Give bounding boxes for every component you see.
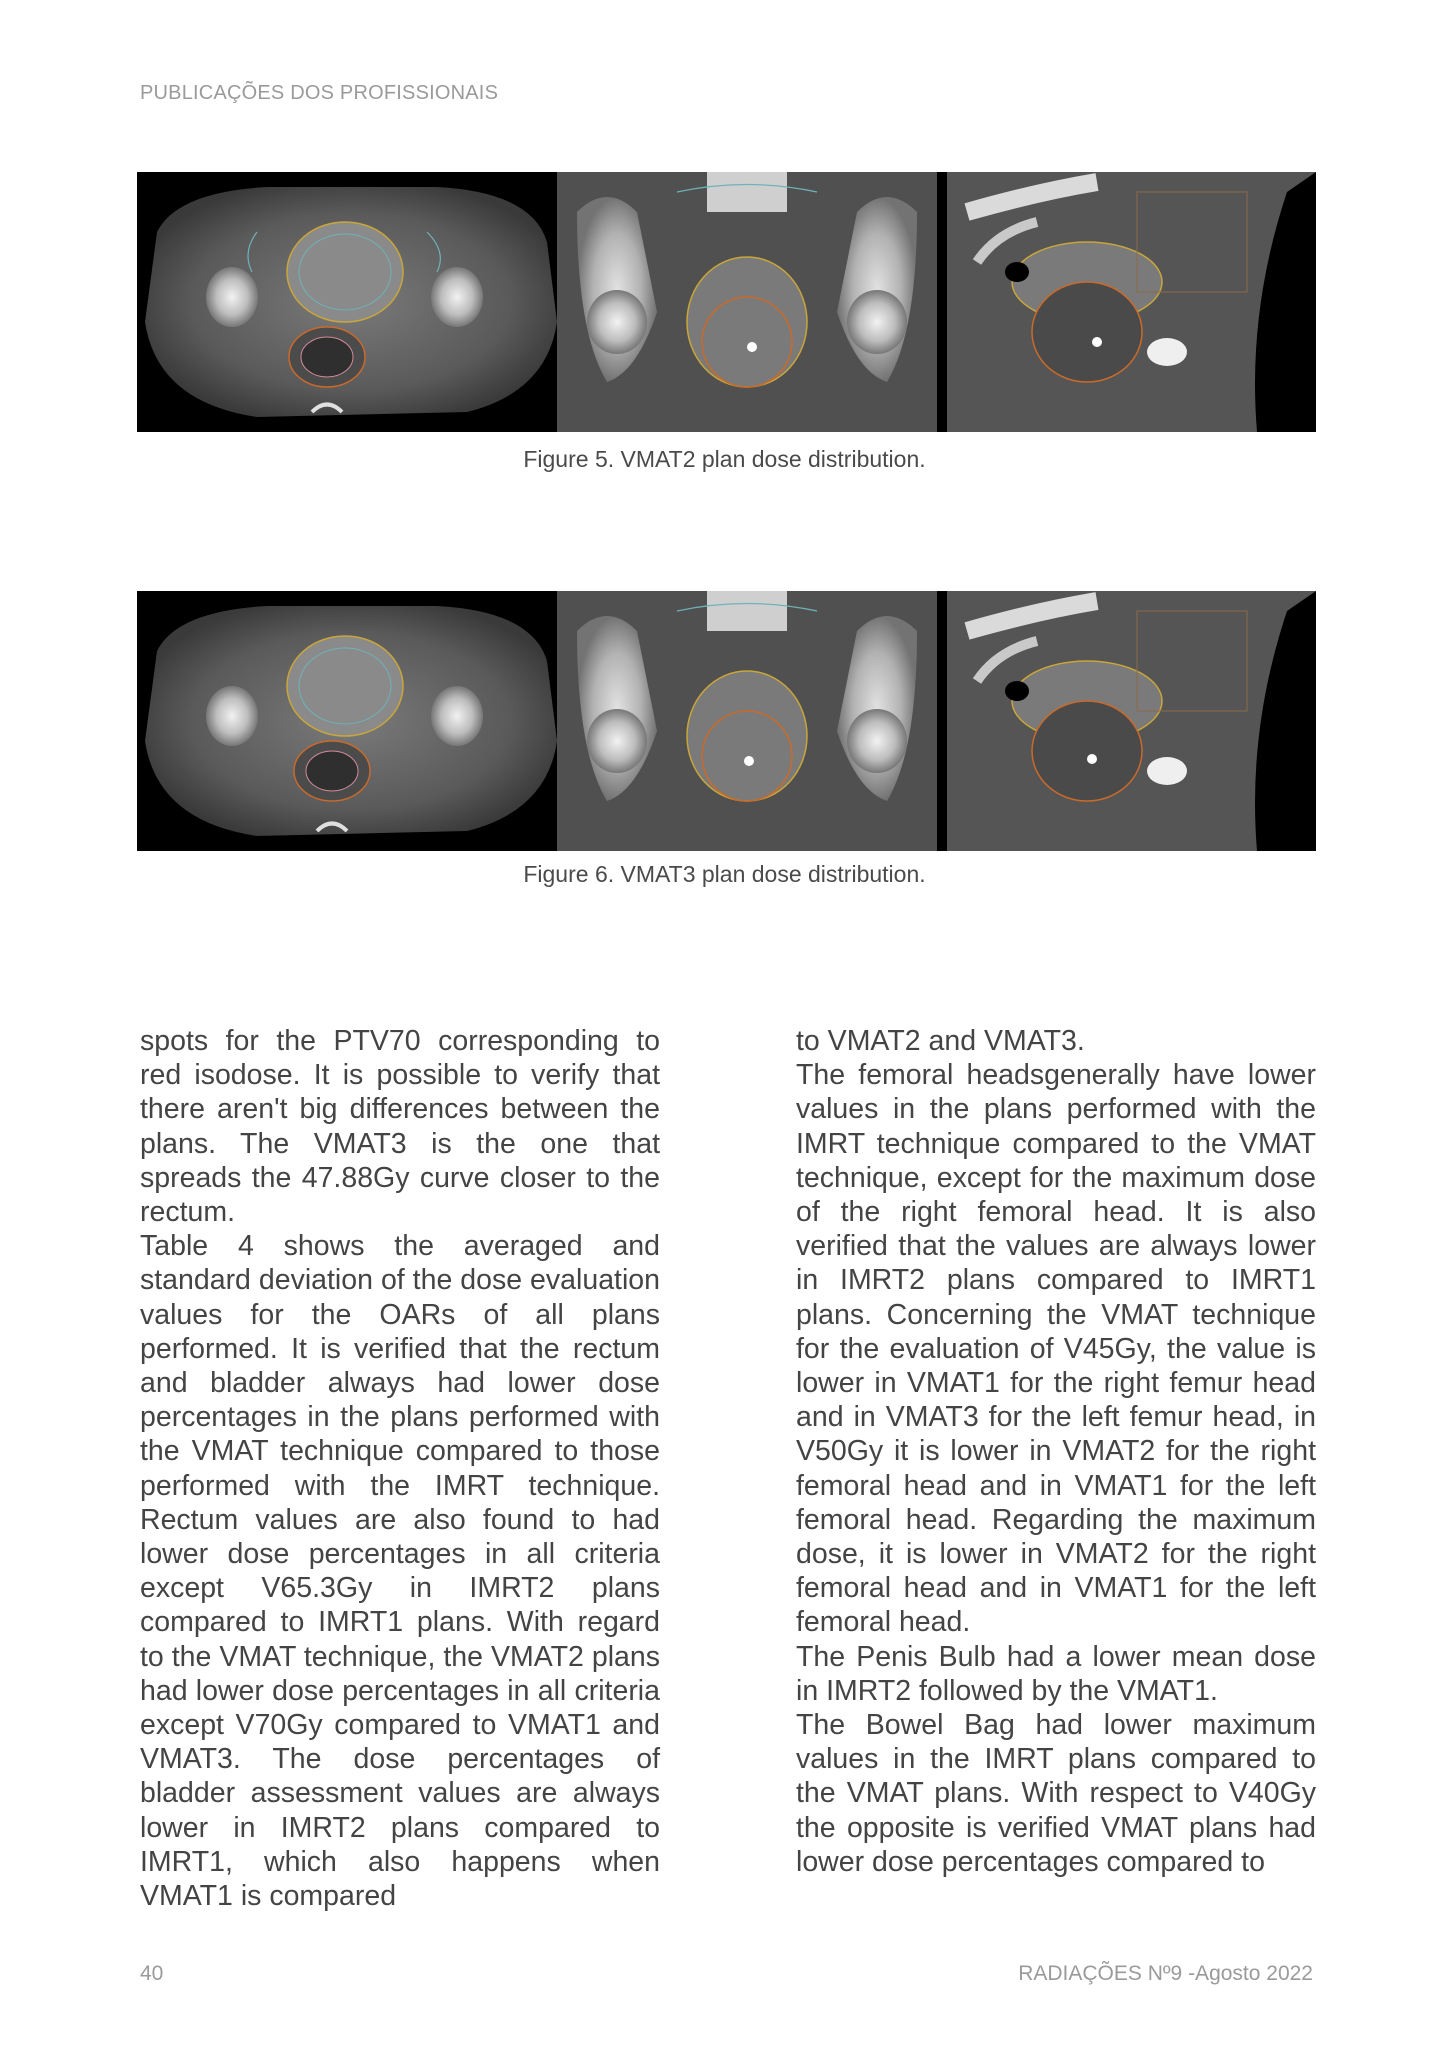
figure-5-ct-images <box>137 172 1316 432</box>
ct-scan-panels <box>137 172 1316 432</box>
body-column-right <box>796 1024 1316 1879</box>
paragraph: The Penis Bulb had a lower mean dose in IMRT2 followed by the VMAT1. <box>796 1640 1316 1707</box>
paragraph: to VMAT2 and VMAT3. <box>796 1025 1085 1057</box>
coronal-view <box>557 172 937 432</box>
paragraph: spots for the PTV70 corresponding to red isodose. It is possible to verify that there aren't big differences between the plans. The VMAT3 is the one that spreads the 47.88Gy curve closer to the rectum. <box>140 1025 660 1229</box>
body-column-left <box>140 1024 660 1913</box>
sagittal-view <box>947 591 1316 851</box>
paragraph: Table 4 shows the averaged and standard deviation of the dose evaluation values for the OARs of all plans performed. It is verified that the rectum and bladder always had lower dose percentages in the plans performed with the VMAT technique compared to those performed with the IMRT technique. Rectum values are also found to had lower dose percentages in all criteria except V65.3Gy in IMRT2 plans compared to IMRT1 plans. With regard to the VMAT technique, the VMAT2 plans had lower dose percentages in all criteria except V70Gy compared to VMAT1 and VMAT3. The dose percentages of bladder assessment values are always lower in IMRT2 plans compared to IMRT1, which also happens when VMAT1 is compared <box>140 1230 660 1913</box>
page-number: 40 <box>140 1962 164 1985</box>
ct-scan-panels <box>137 591 1316 851</box>
running-header: PUBLICAÇÕES DOS PROFISSIONAIS <box>140 82 499 104</box>
figure-6-caption: Figure 6. VMAT3 plan dose distribution. <box>523 861 926 887</box>
paragraph: The Bowel Bag had lower maximum values in the IMRT plans compared to the VMAT plans. With respect to V40Gy the opposite is verified VMAT plans had lower dose percentages compared to <box>796 1709 1316 1878</box>
axial-view <box>145 187 557 417</box>
figure-6-ct-images <box>137 591 1316 851</box>
journal-footer: RADIAÇÕES Nº9 -Agosto 2022 <box>1018 1962 1313 1985</box>
axial-view <box>145 606 557 836</box>
sagittal-view <box>947 172 1316 432</box>
coronal-view <box>557 591 937 851</box>
paragraph: The femoral headsgenerally have lower values in the plans performed with the IMRT technique compared to the VMAT technique, except for the maximum dose of the right femoral head. It is also verified that the values are always lower in IMRT2 plans compared to IMRT1 plans. Concerning the VMAT technique for the evaluation of V45Gy, the value is lower in VMAT1 for the right femur head and in VMAT3 for the left femur head, in V50Gy it is lower in VMAT2 for the right femoral head and in VMAT1 for the left femoral head. Regarding the maximum dose, it is lower in VMAT2 for the right femoral head and in VMAT1 for the left femoral head. <box>796 1059 1316 1639</box>
figure-5-caption: Figure 5. VMAT2 plan dose distribution. <box>523 446 926 472</box>
